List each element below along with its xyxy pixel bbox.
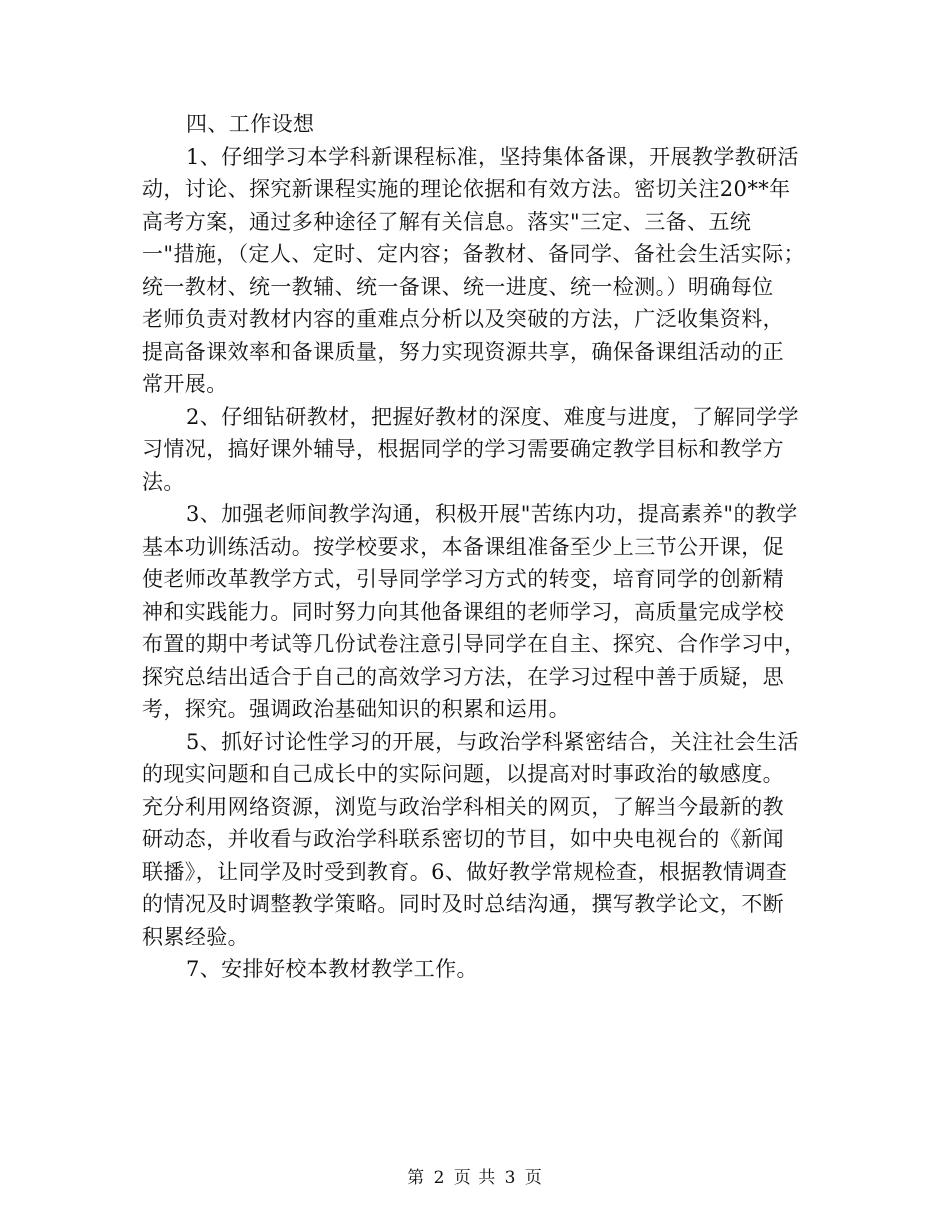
paragraph-item-3 — [142, 498, 814, 726]
paragraph-line: 5、抓好讨论性学习的开展，与政治学科紧密结合，关注社会生活 — [186, 729, 799, 754]
paragraph-line: 1、仔细学习本学科新课程标准，坚持集体备课，开展教学教研活 — [186, 144, 799, 169]
paragraph-item-1 — [142, 141, 814, 401]
paragraph-line: 考，探究。强调政治基础知识的积累和运用。 — [142, 697, 570, 721]
footer-total-pages: 3 — [504, 1168, 517, 1188]
paragraph-line: 常开展。 — [142, 372, 228, 396]
section-heading: 四、工作设想 — [186, 112, 315, 136]
paragraph-line: 充分利用网络资源，浏览与政治学科相关的网页，了解当今最新的教 — [142, 794, 784, 819]
page-footer — [0, 1166, 950, 1190]
paragraph-line: 高考方案，通过多种途径了解有关信息。落实"三定、三备、五统 — [142, 209, 752, 234]
footer-prefix: 第 — [407, 1168, 426, 1188]
paragraph-line: 老师负责对教材内容的重难点分析以及突破的方法，广泛收集资料， — [142, 307, 784, 331]
paragraph-line: 探究总结出适合于自己的高效学习方法，在学习过程中善于质疑，思 — [142, 664, 784, 689]
paragraph-line: 积累经验。 — [142, 924, 249, 949]
paragraph-line: 3、加强老师间教学沟通，积极开展"苦练内功，提高素养"的教学 — [186, 502, 798, 526]
paragraph-line: 7、安排好校本教材教学工作。 — [186, 957, 478, 981]
footer-suffix: 页 — [524, 1168, 543, 1188]
footer-current-page: 2 — [433, 1168, 446, 1188]
paragraph-line: 的情况及时调整教学策略。同时及时总结沟通，撰写教学论文，不断 — [142, 892, 784, 916]
paragraph-line: 布置的期中考试等几份试卷注意引导同学在自主、探究、合作学习中， — [142, 632, 806, 656]
paragraph-item-2 — [142, 401, 814, 499]
paragraph-line: 法。 — [142, 469, 185, 494]
paragraph-line: 统一教材、统一教辅、统一备课、统一进度、统一检测。）明确每位 — [142, 274, 774, 299]
document-body — [142, 108, 814, 986]
paragraph-item-7 — [142, 953, 814, 986]
paragraph-line: 习情况，搞好课外辅导，根据同学的学习需要确定教学目标和教学方 — [142, 437, 784, 461]
paragraph-line: 基本功训练活动。按学校要求，本备课组准备至少上三节公开课，促 — [142, 534, 784, 559]
paragraph-line: 使老师改革教学方式，引导同学学习方式的转变，培育同学的创新精 — [142, 567, 784, 591]
paragraph-line: 神和实践能力。同时努力向其他备课组的老师学习，高质量完成学校 — [142, 599, 784, 624]
paragraph-item-5 — [142, 726, 814, 954]
paragraph-line: 动，讨论、探究新课程实施的理论依据和有效方法。密切关注20**年 — [142, 177, 791, 201]
paragraph-line: 联播》，让同学及时受到教育。6、做好教学常规检查，根据教情调查 — [142, 859, 788, 884]
paragraph-line: 的现实问题和自己成长中的实际问题，以提高对时事政治的敏感度。 — [142, 762, 784, 786]
paragraph-line: 一"措施，（定人、定时、定内容；备教材、备同学、备社会生活实际； — [142, 242, 805, 266]
paragraph-line: 2、仔细钻研教材，把握好教材的深度、难度与进度，了解同学学 — [186, 404, 799, 429]
paragraph-line: 提高备课效率和备课质量，努力实现资源共享，确保备课组活动的正 — [142, 339, 784, 364]
paragraph-line: 研动态，并收看与政治学科联系密切的节目，如中央电视台的《新闻 — [142, 827, 784, 851]
footer-middle: 页 共 — [453, 1168, 497, 1188]
